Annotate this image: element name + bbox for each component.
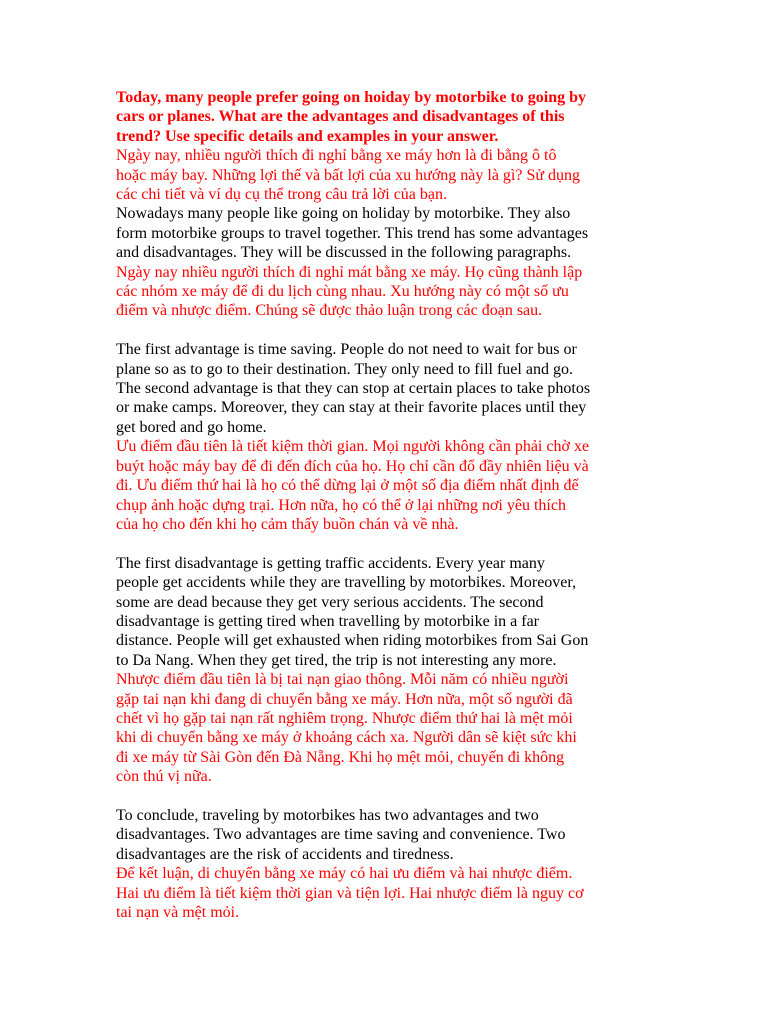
paragraph-gap — [116, 321, 656, 340]
conclusion-paragraph-english: To conclude, traveling by motorbikes has two advantages and two disadvantages. Two advantages are time saving and convenience. Two disadvantages are the risk of accidents and tiredness. — [116, 806, 566, 863]
intro-paragraph-english: Nowadays many people like going on holiday by motorbike. They also form motorbike groups to travel together. This trend has some advantages and disadvantages. They will be discussed in the following paragraphs. — [116, 205, 589, 262]
paragraph-gap — [116, 534, 656, 553]
document-page — [116, 88, 656, 922]
intro-paragraph-vietnamese: Ngày nay nhiều người thích đi nghỉ mát bằng xe máy. Họ cũng thành lập các nhóm xe máy để đi du lịch cùng nhau. Xu hướng này có một số ưu điểm và nhược điểm. Chúng sẽ được thảo luận trong các đoạn sau. — [116, 263, 583, 320]
paragraph-gap — [116, 787, 656, 806]
advantages-paragraph-vietnamese: Ưu điểm đầu tiên là tiết kiệm thời gian. Mọi người không cần phải chờ xe buýt hoặc máy bay để đi đến đích của họ. Họ chỉ cần đổ đầy nhiên liệu và đi. Ưu điểm thứ hai là họ có thể dừng lại ở một số địa điểm nhất định để chụp ảnh hoặc dựng trại. Hơn nữa, họ có thể ở lại những nơi yêu thích của họ cho đến khi họ cảm thấy buồn chán và về nhà. — [116, 438, 590, 533]
advantages-paragraph-english: The first advantage is time saving. People do not need to wait for bus or plane so as to go to their destination. They only need to fill fuel and go. The second advantage is that they can stop at certain places to take photos or make camps. Moreover, they can stay at their favorite places until they get bored and go home. — [116, 341, 591, 436]
essay-question-vietnamese: Ngày nay, nhiều người thích đi nghỉ bằng xe máy hơn là đi bằng ô tô hoặc máy bay. Những lợi thế và bất lợi của xu hướng này là gì? Sử dụng các chi tiết và ví dụ cụ thể trong câu trả lời của bạn. — [116, 147, 581, 204]
disadvantages-paragraph-english: The first disadvantage is getting traffic accidents. Every year many people get accidents while they are travelling by motorbikes. Moreover, some are dead because they get very serious accidents. The second disadvantage is getting tired when travelling by motorbike in a far distance. People will get exhausted when riding motorbikes from Sai Gon to Da Nang. When they get tired, the trip is not interesting any more. — [116, 554, 589, 669]
essay-question-english: Today, many people prefer going on hoiday by motorbike to going by cars or planes. What are the advantages and disadvantages of this trend? Use specific details and examples in your answer. — [116, 89, 586, 145]
disadvantages-paragraph-vietnamese: Nhược điểm đầu tiên là bị tai nạn giao thông. Mỗi năm có nhiều người gặp tai nạn khi đang di chuyển bằng xe máy. Hơn nữa, một số người đã chết vì họ gặp tai nạn rất nghiêm trọng. Nhược điểm thứ hai là mệt mỏi khi di chuyển bằng xe máy ở khoảng cách xa. Người dân sẽ kiệt sức khi đi xe máy từ Sài Gòn đến Đà Nẵng. Khi họ mệt mỏi, chuyến đi không còn thú vị nữa. — [116, 671, 577, 786]
conclusion-paragraph-vietnamese: Để kết luận, di chuyển bằng xe máy có hai ưu điểm và hai nhược điểm. Hai ưu điểm là tiết kiệm thời gian và tiện lợi. Hai nhược điểm là nguy cơ tai nạn và mệt mỏi. — [116, 865, 584, 922]
